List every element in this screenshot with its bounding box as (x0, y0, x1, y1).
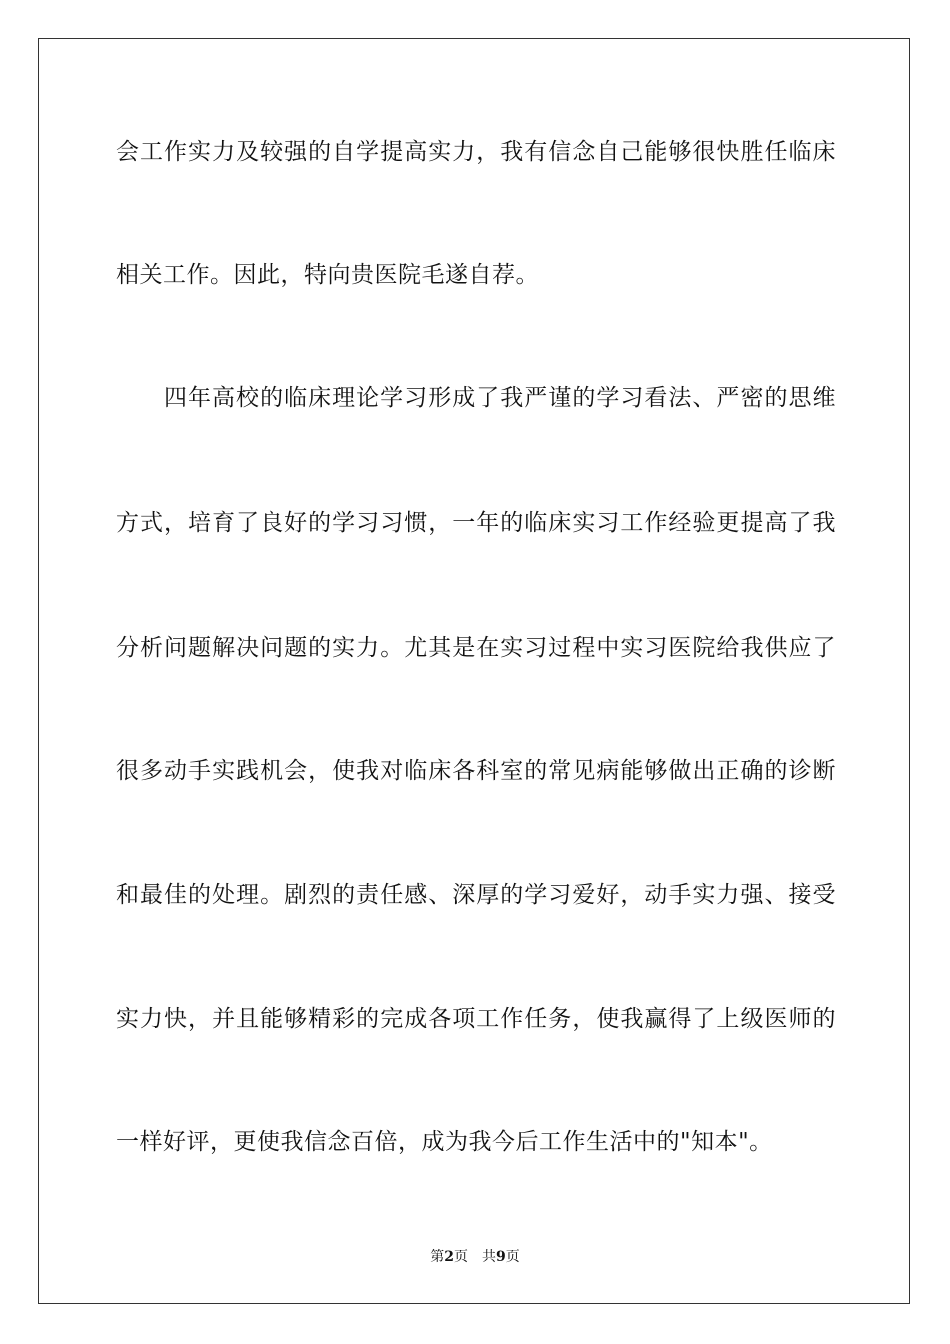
page-border (38, 38, 910, 1304)
total-suffix: 页 (505, 1249, 520, 1265)
page-footer (0, 1248, 950, 1266)
text-line-6: 很多动手实践机会，使我对临床各科室的常见病能够做出正确的诊断 (116, 758, 836, 784)
text-line-5: 分析问题解决问题的实力。尤其是在实习过程中实习医院给我供应了 (116, 635, 836, 661)
text-line-9: 一样好评，更使我信念百倍，成为我今后工作生活中的"知本"。 (116, 1129, 773, 1155)
text-line-7: 和最佳的处理。剧烈的责任感、深厚的学习爱好，动手实力强、接受 (116, 882, 836, 908)
text-line-1: 会工作实力及较强的自学提高实力，我有信念自己能够很快胜任临床 (116, 139, 836, 165)
page-suffix: 页 (454, 1249, 468, 1265)
total-pages: 9 (496, 1249, 506, 1265)
text-line-4: 方式，培育了良好的学习习惯，一年的临床实习工作经验更提高了我 (116, 510, 836, 536)
page-prefix: 第 (430, 1249, 445, 1265)
text-line-3: 四年高校的临床理论学习形成了我严谨的学习看法、严密的思维 (164, 385, 836, 411)
total-prefix: 共 (482, 1249, 496, 1265)
text-line-8: 实力快，并且能够精彩的完成各项工作任务，使我赢得了上级医师的 (116, 1006, 836, 1032)
page-number: 2 (444, 1249, 454, 1265)
text-line-2: 相关工作。因此，特向贵医院毛遂自荐。 (116, 262, 539, 288)
